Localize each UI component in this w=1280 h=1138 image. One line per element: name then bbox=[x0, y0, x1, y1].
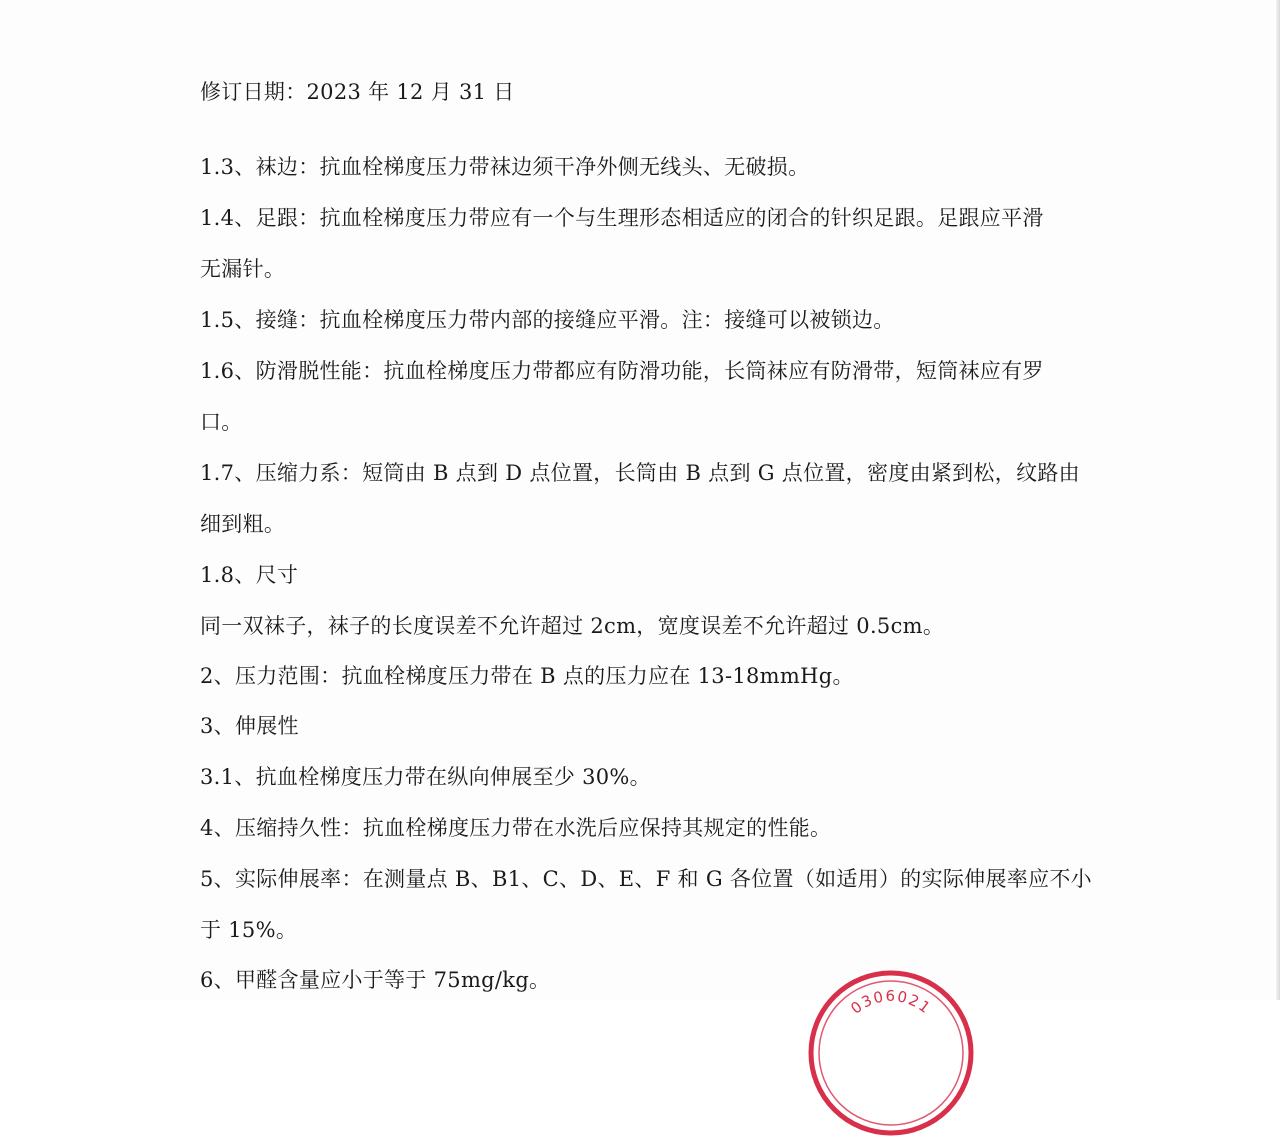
clause-5: 5、实际伸展率：在测量点 B、B1、C、D、E、F 和 G 各位置（如适用）的实际伸展率应不小 bbox=[200, 867, 1092, 891]
clause-2: 2、压力范围：抗血栓梯度压力带在 B 点的压力应在 13-18mmHg。 bbox=[200, 664, 854, 688]
clause-5-continued: 于 15%。 bbox=[200, 918, 298, 942]
clause-1-4: 1.4、足跟：抗血栓梯度压力带应有一个与生理形态相适应的闭合的针织足跟。足跟应平滑 bbox=[200, 206, 1044, 230]
seal-code: 0306021 bbox=[847, 987, 935, 1018]
clause-1-3: 1.3、袜边：抗血栓梯度压力带袜边须干净外侧无线头、无破损。 bbox=[200, 155, 810, 179]
clause-1-7: 1.7、压缩力系：短筒由 B 点到 D 点位置，长筒由 B 点到 G 点位置，密度由紧到松，纹路由 bbox=[200, 461, 1080, 485]
clause-1-8-body: 同一双袜子，袜子的长度误差不允许超过 2cm，宽度误差不允许超过 0.5cm。 bbox=[200, 614, 945, 638]
page-edge bbox=[1276, 0, 1280, 1000]
clause-1-7-continued: 细到粗。 bbox=[200, 512, 286, 536]
revision-date: 修订日期：2023 年 12 月 31 日 bbox=[200, 80, 515, 104]
clause-1-6-continued: 口。 bbox=[200, 410, 243, 434]
clause-3-1: 3.1、抗血栓梯度压力带在纵向伸展至少 30%。 bbox=[200, 765, 651, 789]
clause-4: 4、压缩持久性：抗血栓梯度压力带在水洗后应保持其规定的性能。 bbox=[200, 816, 832, 840]
clause-3-heading: 3、伸展性 bbox=[200, 714, 299, 738]
clause-1-8-heading: 1.8、尺寸 bbox=[200, 563, 299, 587]
clause-6: 6、甲醛含量应小于等于 75mg/kg。 bbox=[200, 968, 551, 992]
clause-1-4-continued: 无漏针。 bbox=[200, 257, 286, 281]
company-seal bbox=[806, 968, 976, 1138]
clause-1-6: 1.6、防滑脱性能：抗血栓梯度压力带都应有防滑功能，长筒袜应有防滑带，短筒袜应有罗 bbox=[200, 359, 1044, 383]
clause-1-5: 1.5、接缝：抗血栓梯度压力带内部的接缝应平滑。注：接缝可以被锁边。 bbox=[200, 308, 895, 332]
